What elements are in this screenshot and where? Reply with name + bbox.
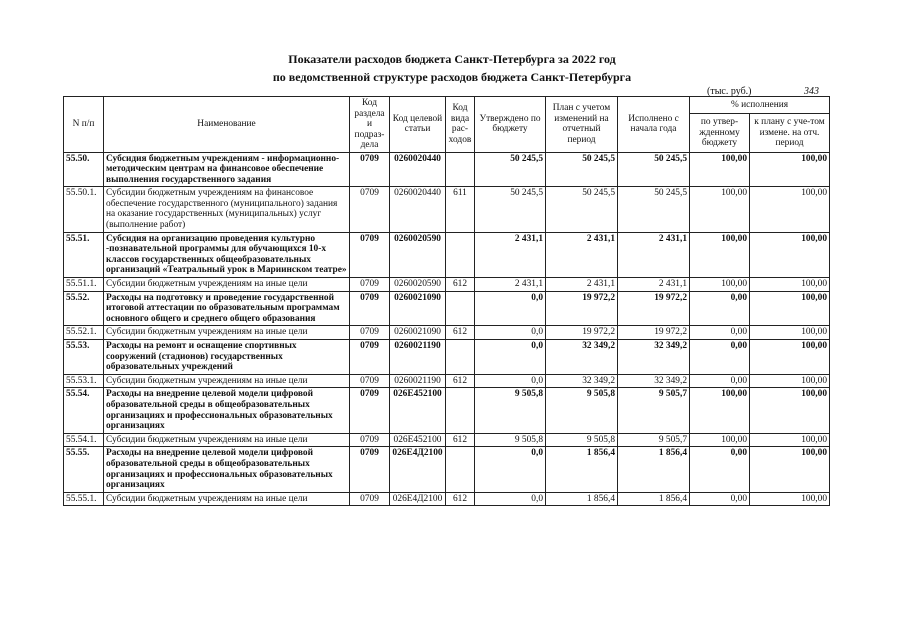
cell-name: Расходы на внедрение целевой модели цифровой образовательной среды в общеобразовательных организациях и профессиональных образовательных организациях [104,447,350,492]
col-header-np: N п/п [64,97,104,153]
cell-num: 55.54.1. [64,433,104,447]
cell-plan: 19 972,2 [546,326,618,340]
cell-pct-plan: 100,00 [750,492,830,506]
cell-num: 55.51.1. [64,278,104,292]
cell-vid: 612 [446,433,475,447]
cell-razdel: 0709 [350,291,390,326]
cell-name: Субсидии бюджетным учреждениям на иные цели [104,326,350,340]
cell-pct-plan: 100,00 [750,232,830,277]
cell-pct-plan: 100,00 [750,447,830,492]
cell-pct-utv: 0,00 [690,326,750,340]
cell-name: Расходы на ремонт и оснащение спортивных сооружений (стадионов) государственных образовательных учреждений [104,340,350,375]
table-row [64,278,830,292]
cell-isp: 50 245,5 [618,187,690,232]
cell-isp: 19 972,2 [618,291,690,326]
cell-statya: 0260020590 [390,278,446,292]
cell-plan: 32 349,2 [546,374,618,388]
cell-utv: 9 505,8 [475,388,546,433]
cell-vid [446,447,475,492]
cell-num: 55.52. [64,291,104,326]
col-header-utv: Утверждено по бюджету [475,97,546,153]
cell-plan: 19 972,2 [546,291,618,326]
cell-num: 55.53. [64,340,104,375]
cell-utv: 2 431,1 [475,278,546,292]
cell-razdel: 0709 [350,433,390,447]
cell-razdel: 0709 [350,388,390,433]
cell-name: Субсидии бюджетным учреждениям на иные цели [104,492,350,506]
cell-isp: 1 856,4 [618,447,690,492]
budget-table [63,96,830,506]
cell-isp: 9 505,7 [618,433,690,447]
col-header-statya: Код целевой статьи [390,97,446,153]
report-title: Показатели расходов бюджета Санкт-Петербурга за 2022 год [288,52,616,66]
cell-plan: 50 245,5 [546,187,618,232]
cell-vid [446,232,475,277]
cell-pct-utv: 100,00 [690,187,750,232]
cell-utv: 0,0 [475,447,546,492]
cell-pct-plan: 100,00 [750,187,830,232]
cell-isp: 32 349,2 [618,374,690,388]
cell-plan: 9 505,8 [546,388,618,433]
col-header-plan: План с учетом изменений на отчетный период [546,97,618,153]
cell-razdel: 0709 [350,447,390,492]
cell-razdel: 0709 [350,152,390,187]
units-label: (тыс. руб.) [707,86,752,97]
cell-utv: 2 431,1 [475,232,546,277]
cell-name: Субсидии бюджетным учреждениям на иные цели [104,433,350,447]
cell-plan: 2 431,1 [546,232,618,277]
table-row [64,340,830,375]
col-header-pct-plan: к плану с уче-том измене. на отч. период [750,114,830,153]
cell-name: Расходы на внедрение целевой модели цифровой образовательной среды в общеобразовательных организациях и профессиональных образовательных организациях [104,388,350,433]
col-header-pct: % исполнения [690,97,830,114]
cell-pct-utv: 0,00 [690,492,750,506]
cell-pct-plan: 100,00 [750,374,830,388]
col-header-pct-utv: по утвер-жденному бюджету [690,114,750,153]
cell-vid [446,291,475,326]
cell-vid [446,152,475,187]
cell-num: 55.51. [64,232,104,277]
table-row [64,447,830,492]
cell-num: 55.54. [64,388,104,433]
cell-pct-utv: 100,00 [690,152,750,187]
cell-vid: 612 [446,326,475,340]
table-row [64,492,830,506]
table-row [64,291,830,326]
table-row [64,152,830,187]
cell-statya: 026E4Д2100 [390,492,446,506]
cell-name: Субсидия на организацию проведения культурно -познавательной программы для обучающихся 10-х классов государственных общеобразовательных организаций «Театральный урок в Мариинском театре» [104,232,350,277]
cell-vid: 612 [446,492,475,506]
cell-utv: 50 245,5 [475,152,546,187]
cell-statya: 026E452100 [390,433,446,447]
cell-utv: 50 245,5 [475,187,546,232]
cell-statya: 026E4Д2100 [390,447,446,492]
cell-isp: 2 431,1 [618,278,690,292]
col-header-isp: Исполнено с начала года [618,97,690,153]
table-row [64,326,830,340]
cell-statya: 0260021190 [390,340,446,375]
col-header-razdel: Код раздела и подраз-дела [350,97,390,153]
cell-utv: 0,0 [475,340,546,375]
cell-razdel: 0709 [350,492,390,506]
cell-utv: 0,0 [475,291,546,326]
cell-num: 55.50.1. [64,187,104,232]
cell-utv: 9 505,8 [475,433,546,447]
cell-num: 55.55.1. [64,492,104,506]
cell-vid [446,340,475,375]
cell-razdel: 0709 [350,340,390,375]
cell-plan: 32 349,2 [546,340,618,375]
cell-name: Субсидия бюджетным учреждениям - информационно-методическим центрам на финансовое обеспечение выполнения государственного задания [104,152,350,187]
cell-statya: 0260021190 [390,374,446,388]
cell-statya: 026E452100 [390,388,446,433]
cell-pct-plan: 100,00 [750,388,830,433]
cell-plan: 1 856,4 [546,492,618,506]
cell-isp: 1 856,4 [618,492,690,506]
cell-razdel: 0709 [350,326,390,340]
cell-pct-utv: 100,00 [690,232,750,277]
cell-pct-plan: 100,00 [750,340,830,375]
cell-isp: 32 349,2 [618,340,690,375]
cell-num: 55.55. [64,447,104,492]
cell-vid: 611 [446,187,475,232]
table-row [64,187,830,232]
report-subtitle: по ведомственной структуре расходов бюджета Санкт-Петербурга [272,70,632,84]
cell-pct-plan: 100,00 [750,433,830,447]
col-header-name: Наименование [104,97,350,153]
cell-isp: 50 245,5 [618,152,690,187]
table-row [64,388,830,433]
cell-pct-utv: 100,00 [690,388,750,433]
cell-pct-utv: 0,00 [690,340,750,375]
cell-plan: 50 245,5 [546,152,618,187]
cell-isp: 2 431,1 [618,232,690,277]
cell-pct-plan: 100,00 [750,291,830,326]
cell-plan: 1 856,4 [546,447,618,492]
cell-pct-utv: 0,00 [690,291,750,326]
cell-razdel: 0709 [350,374,390,388]
cell-pct-utv: 100,00 [690,433,750,447]
cell-num: 55.53.1. [64,374,104,388]
cell-razdel: 0709 [350,232,390,277]
cell-isp: 9 505,7 [618,388,690,433]
col-header-vid: Код вида рас-ходов [446,97,475,153]
cell-pct-plan: 100,00 [750,152,830,187]
cell-name: Субсидии бюджетным учреждениям на иные цели [104,278,350,292]
cell-utv: 0,0 [475,326,546,340]
table-body [64,152,830,506]
cell-vid: 612 [446,374,475,388]
cell-name: Расходы на подготовку и проведение государственной итоговой аттестации по образовательным программам основного общего и среднего общего образования [104,291,350,326]
cell-statya: 0260020440 [390,187,446,232]
cell-num: 55.52.1. [64,326,104,340]
cell-pct-plan: 100,00 [750,326,830,340]
cell-plan: 2 431,1 [546,278,618,292]
cell-utv: 0,0 [475,492,546,506]
table-row [64,374,830,388]
cell-pct-utv: 0,00 [690,374,750,388]
table-row [64,232,830,277]
cell-plan: 9 505,8 [546,433,618,447]
page-number: 343 [804,86,819,97]
cell-vid: 612 [446,278,475,292]
cell-num: 55.50. [64,152,104,187]
cell-name: Субсидии бюджетным учреждениям на финансовое обеспечение государственного (муниципального) задания на оказание государственных (муниципальных) услуг (выполнение работ) [104,187,350,232]
cell-vid [446,388,475,433]
cell-isp: 19 972,2 [618,326,690,340]
table-row [64,433,830,447]
cell-statya: 0260021090 [390,326,446,340]
cell-statya: 0260021090 [390,291,446,326]
cell-pct-utv: 100,00 [690,278,750,292]
cell-pct-utv: 0,00 [690,447,750,492]
cell-name: Субсидии бюджетным учреждениям на иные цели [104,374,350,388]
cell-pct-plan: 100,00 [750,278,830,292]
cell-statya: 0260020590 [390,232,446,277]
cell-statya: 0260020440 [390,152,446,187]
cell-razdel: 0709 [350,187,390,232]
cell-utv: 0,0 [475,374,546,388]
cell-razdel: 0709 [350,278,390,292]
